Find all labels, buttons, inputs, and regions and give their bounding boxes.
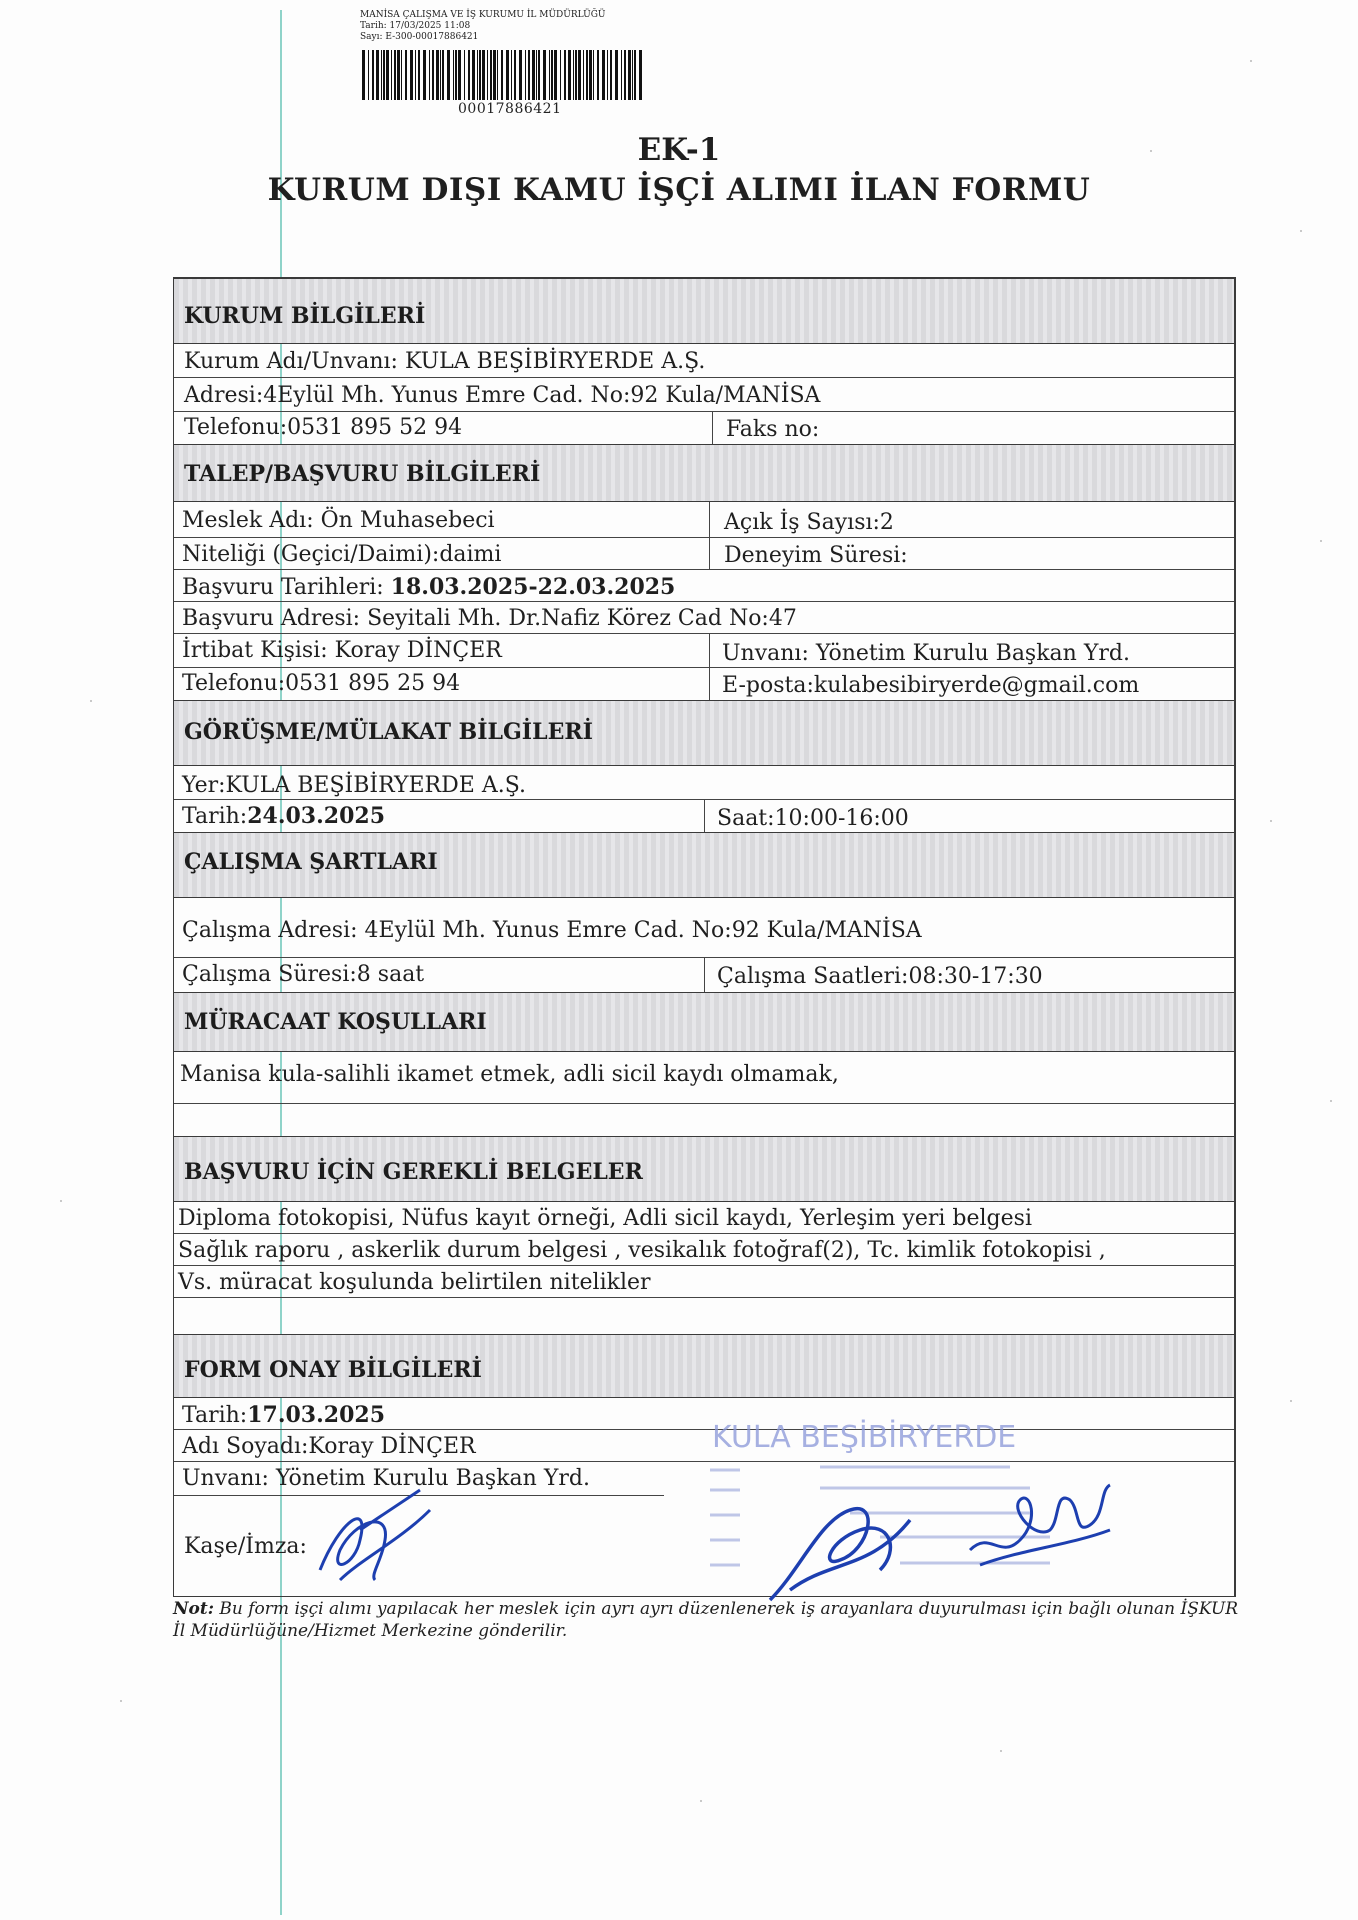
- barcode-bar: [615, 50, 618, 100]
- date-line: Tarih: 17/03/2025 11:08: [360, 21, 471, 31]
- barcode-bar: [634, 50, 636, 100]
- barcode-bar: [415, 50, 416, 100]
- barcode-bar: [383, 50, 385, 100]
- barcode-bar: [525, 50, 526, 100]
- barcode-bar: [632, 50, 633, 100]
- barcode-bar: [477, 50, 478, 100]
- interview-time: Saat:10:00-16:00: [717, 806, 909, 831]
- occupation: Meslek Adı: Ön Muhasebeci: [182, 508, 495, 533]
- barcode-bar: [519, 50, 522, 100]
- section-heading: TALEP/BAŞVURU BİLGİLERİ: [184, 461, 541, 487]
- barcode-bar: [589, 50, 592, 100]
- barcode-bar: [593, 50, 594, 100]
- stamp-company-name: KULA BEŞİBİRYERDE: [712, 1420, 1017, 1455]
- barcode-bar: [497, 50, 498, 100]
- apply-dates-label: Başvuru Tarihleri:: [182, 575, 391, 600]
- barcode-bar: [628, 50, 631, 100]
- row-kurum-address: [174, 378, 1234, 412]
- kurum-fax: Faks no:: [726, 417, 820, 442]
- barcode-bar: [394, 50, 396, 100]
- barcode-bar: [514, 50, 516, 100]
- barcode-bar: [568, 50, 571, 100]
- section-belgeler: [174, 1136, 1234, 1202]
- row-apply-address: [174, 602, 1234, 634]
- barcode-bar: [479, 50, 481, 100]
- barcode-bar: [501, 50, 503, 100]
- section-calisma: [174, 832, 1234, 898]
- conditions-text: Manisa kula-salihli ikamet etmek, adli sicil kaydı olmamak,: [180, 1062, 839, 1087]
- row-kurum-phone: [174, 412, 1234, 444]
- row-place: [174, 766, 1234, 800]
- barcode-bar: [560, 50, 561, 100]
- work-hours: Çalışma Saatleri:08:30-17:30: [717, 964, 1043, 989]
- section-heading: GÖRÜŞME/MÜLAKAT BİLGİLERİ: [184, 719, 593, 745]
- barcode-bar: [482, 50, 485, 100]
- barcode-bar: [532, 50, 535, 100]
- barcode: [362, 50, 646, 100]
- barcode-bar: [372, 50, 374, 100]
- barcode-bar: [468, 50, 470, 100]
- section-heading: KURUM BİLGİLERİ: [184, 303, 426, 329]
- barcode-bar: [511, 50, 512, 100]
- row-doc-line2: [174, 1234, 1234, 1266]
- barcode-bar: [573, 50, 574, 100]
- row-apply-dates: [174, 570, 1234, 602]
- row-work-duration: [174, 958, 1234, 992]
- interview-date: [182, 803, 385, 829]
- section-heading: BAŞVURU İÇİN GEREKLİ BELGELER: [184, 1159, 643, 1185]
- row-interview-date: [174, 800, 1234, 832]
- note-text: Bu form işçi alımı yapılacak her meslek için ayrı ayrı düzenlenerek iş arayanlara duyurulması için bağlı olunan İŞKUR İl Müdürlüğüne/Hizmet Merkezine gönderilir.: [173, 1599, 1239, 1641]
- barcode-bar: [554, 50, 557, 100]
- barcode-bar: [639, 50, 642, 100]
- barcode-bar: [442, 50, 444, 100]
- barcode-bar: [536, 50, 537, 100]
- row-blank: [174, 1104, 1234, 1136]
- barcode-bar: [624, 50, 626, 100]
- annex-title: EK-1: [637, 132, 721, 168]
- barcode-bar: [423, 50, 426, 100]
- section-heading: ÇALIŞMA ŞARTLARI: [184, 849, 438, 875]
- barcode-bar: [464, 50, 465, 100]
- interview-date-label: Tarih:: [182, 804, 248, 829]
- work-duration: Çalışma Süresi:8 saat: [182, 962, 425, 987]
- barcode-bar: [549, 50, 550, 100]
- row-type: [174, 538, 1234, 570]
- barcode-bar: [418, 50, 420, 100]
- note-prefix: Not:: [173, 1599, 215, 1619]
- registry-stamp: [360, 10, 605, 43]
- barcode-bar: [440, 50, 441, 100]
- section-muracaat: [174, 992, 1234, 1052]
- row-doc-line1: [174, 1202, 1234, 1234]
- barcode-bar: [458, 50, 461, 100]
- barcode-bar: [607, 50, 608, 100]
- barcode-bar: [432, 50, 434, 100]
- barcode-bar: [391, 50, 392, 100]
- barcode-bar: [429, 50, 430, 100]
- kurum-address: Adresi:4Eylül Mh. Yunus Emre Cad. No:92 Kula/MANİSA: [184, 383, 821, 408]
- barcode-bar: [564, 50, 566, 100]
- kurum-phone: Telefonu:0531 895 52 94: [184, 415, 463, 440]
- barcode-bar: [397, 50, 400, 100]
- contact-person: İrtibat Kişisi: Koray DİNÇER: [182, 638, 502, 663]
- barcode-bar: [381, 50, 382, 100]
- barcode-bar: [610, 50, 612, 100]
- barcode-bar: [586, 50, 588, 100]
- barcode-bar: [578, 50, 581, 100]
- barcode-bar: [493, 50, 496, 100]
- section-gorusme: [174, 700, 1234, 766]
- row-doc-blank: [174, 1298, 1234, 1334]
- interview-place: Yer:KULA BEŞİBİRYERDE A.Ş.: [182, 773, 526, 798]
- interview-date-value: 24.03.2025: [247, 803, 385, 829]
- row-kurum-name: [174, 344, 1234, 378]
- approval-date-value: 17.03.2025: [247, 1402, 385, 1428]
- approver-title: Unvanı: Yönetim Kurulu Başkan Yrd.: [182, 1466, 590, 1491]
- barcode-bar: [543, 50, 546, 100]
- signature-left: [300, 1480, 450, 1600]
- barcode-bar: [538, 50, 540, 100]
- number-line: Sayı: E-300-00017886421: [360, 32, 479, 42]
- contact-phone: Telefonu:0531 895 25 94: [182, 671, 461, 696]
- approval-date-label: Tarih:: [182, 1403, 248, 1428]
- row-contact: [174, 634, 1234, 668]
- barcode-bar: [386, 50, 389, 100]
- barcode-bar: [472, 50, 475, 100]
- barcode-bar: [583, 50, 584, 100]
- work-address: Çalışma Adresi: 4Eylül Mh. Yunus Emre Cad. No:92 Kula/MANİSA: [182, 918, 922, 943]
- row-contact-phone: [174, 668, 1234, 700]
- signature-center: [760, 1480, 920, 1610]
- form-table: [173, 277, 1236, 1597]
- barcode-bar: [487, 50, 488, 100]
- apply-dates: [182, 574, 675, 600]
- apply-address: Başvuru Adresi: Seyitali Mh. Dr.Nafiz Körez Cad No:47: [182, 606, 797, 631]
- form-title: KURUM DIŞI KAMU İŞÇİ ALIMI İLAN FORMU: [267, 172, 1091, 208]
- signature-label: Kaşe/İmza:: [184, 1534, 307, 1559]
- row-work-address: [174, 898, 1234, 958]
- barcode-bar: [455, 50, 457, 100]
- apply-dates-value: 18.03.2025-22.03.2025: [390, 574, 676, 600]
- barcode-bar: [621, 50, 622, 100]
- barcode-bar: [506, 50, 509, 100]
- approver-name: Adı Soyadı:Koray DİNÇER: [182, 1434, 476, 1459]
- section-heading: FORM ONAY BİLGİLERİ: [184, 1357, 482, 1383]
- barcode-bar: [362, 50, 365, 100]
- barcode-bar: [551, 50, 553, 100]
- barcode-bar: [597, 50, 599, 100]
- row-conditions: [174, 1052, 1234, 1104]
- barcode-bar: [436, 50, 439, 100]
- doc-line1: Diploma fotokopisi, Nüfus kayıt örneği, Adli sicil kaydı, Yerleşim yeri belgesi: [178, 1206, 1032, 1231]
- barcode-bar: [376, 50, 379, 100]
- doc-line3: Vs. müracat koşulunda belirtilen nitelikler: [178, 1270, 651, 1295]
- barcode-bar: [453, 50, 454, 100]
- barcode-bar: [490, 50, 492, 100]
- institution-line: MANİSA ÇALIŞMA VE İŞ KURUMU İL MÜDÜRLÜĞÜ: [360, 10, 606, 20]
- barcode-number: 00017886421: [458, 101, 562, 117]
- experience: Deneyim Süresi:: [724, 543, 908, 568]
- contact-title: Unvanı: Yönetim Kurulu Başkan Yrd.: [722, 641, 1130, 666]
- section-talep: [174, 444, 1234, 502]
- row-occupation: [174, 502, 1234, 538]
- contact-email: E-posta:kulabesibiryerde@gmail.com: [722, 673, 1140, 698]
- footnote: [173, 1598, 1253, 1642]
- barcode-bar: [410, 50, 413, 100]
- barcode-bar: [447, 50, 450, 100]
- open-jobs: Açık İş Sayısı:2: [724, 510, 894, 535]
- section-heading: MÜRACAAT KOŞULLARI: [184, 1009, 487, 1035]
- barcode-bar: [575, 50, 577, 100]
- doc-line2: Sağlık raporu , askerlik durum belgesi , vesikalık fotoğraf(2), Tc. kimlik fotokopisi ,: [178, 1238, 1106, 1263]
- barcode-bar: [528, 50, 530, 100]
- barcode-bar: [405, 50, 407, 100]
- approval-date: [182, 1402, 385, 1428]
- kurum-name: Kurum Adı/Unvanı: KULA BEŞİBİRYERDE A.Ş.: [184, 349, 706, 374]
- section-kurum: [174, 278, 1234, 344]
- barcode-bar: [368, 50, 369, 100]
- section-onay: [174, 1334, 1234, 1398]
- row-doc-line3: [174, 1266, 1234, 1298]
- barcode-bar: [602, 50, 605, 100]
- barcode-bar: [401, 50, 402, 100]
- job-type: Niteliği (Geçici/Daimi):daimi: [182, 542, 502, 567]
- signature-right: [960, 1470, 1120, 1580]
